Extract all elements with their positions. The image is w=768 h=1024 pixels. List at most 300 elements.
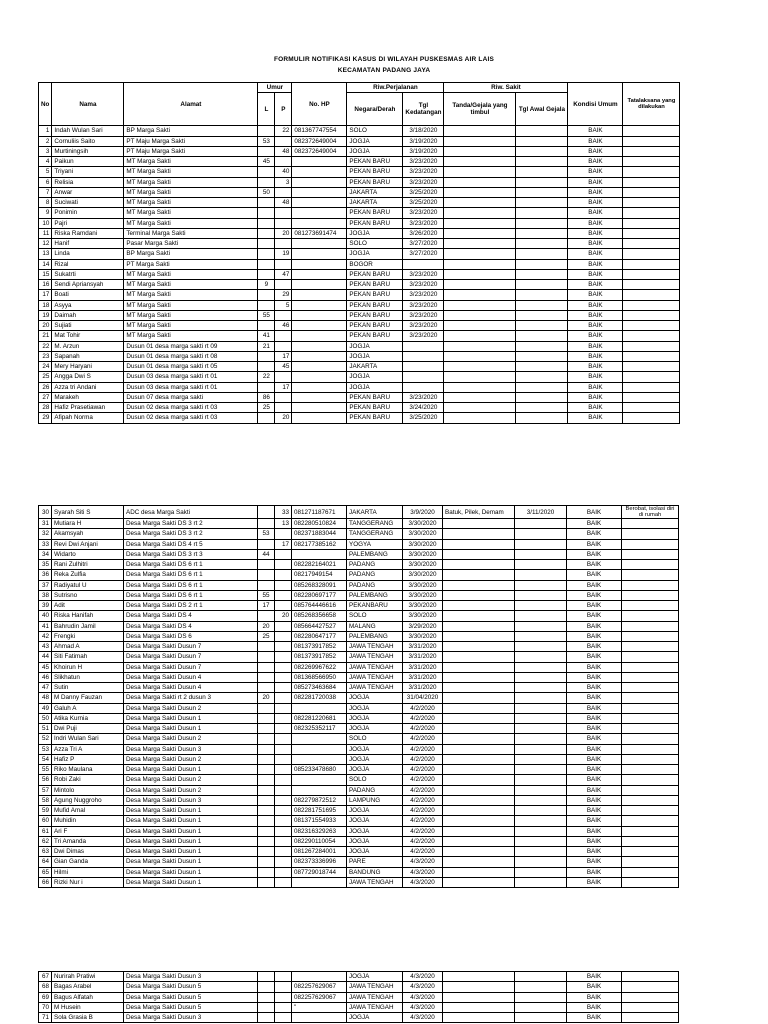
cell-gejala	[444, 403, 516, 413]
cell-umur-p: 22	[275, 126, 292, 136]
cell-umur-l	[258, 703, 275, 713]
cell-nama: Mery Haryani	[52, 362, 124, 372]
cell-umur-l	[258, 992, 275, 1002]
table-row	[39, 218, 680, 228]
cell-umur-p	[275, 580, 292, 590]
cell-umur-p	[275, 857, 292, 867]
cell-umur-p	[275, 662, 292, 672]
table-row	[39, 362, 680, 372]
cell-umur-p	[275, 631, 292, 641]
cell-tgl-kedatangan: 3/18/2020	[403, 126, 444, 136]
form-subtitle: KECAMATAN PADANG JAYA	[337, 67, 431, 74]
cell-kondisi: BAIK	[567, 590, 622, 600]
table-row	[39, 662, 679, 672]
cell-umur-l	[258, 806, 275, 816]
cell-no-hp: 081367747554	[292, 126, 347, 136]
cell-nama: M Danny Fauzan	[52, 693, 124, 703]
cell-alamat: PT Maju Marga Sakti	[124, 146, 258, 156]
cell-kondisi: BAIK	[568, 392, 623, 402]
cell-gejala	[444, 413, 516, 423]
cell-alamat: PT Marga Sakti	[124, 259, 258, 269]
cell-nama: Robi Zaki	[52, 775, 124, 785]
cell-gejala	[444, 177, 516, 187]
cell-no: 49	[39, 703, 52, 713]
cell-tatalaksana	[623, 331, 680, 341]
cell-gejala	[443, 992, 515, 1002]
cell-no: 43	[39, 642, 52, 652]
notification-table-part-1	[38, 82, 680, 424]
cell-tgl-awal	[515, 703, 567, 713]
cell-tgl-awal	[515, 662, 567, 672]
cell-umur-p	[275, 713, 292, 723]
cell-tgl-awal	[515, 775, 567, 785]
cell-tatalaksana	[623, 269, 680, 279]
cell-negara: PEKAN BARU	[347, 218, 403, 228]
cell-no-hp	[292, 341, 347, 351]
header-umur: Umur	[258, 83, 292, 93]
cell-tgl-awal	[515, 836, 567, 846]
cell-nama: Revi Dwi Anjani	[52, 539, 124, 549]
cell-no-hp: 085764446616	[292, 601, 347, 611]
cell-negara: JAWA TENGAH	[347, 877, 403, 887]
cell-umur-l	[258, 413, 275, 423]
cell-umur-p	[275, 826, 292, 836]
cell-alamat: Desa Marga Sakti Dusun 5	[124, 1002, 258, 1012]
cell-tatalaksana	[622, 754, 679, 764]
cell-umur-p: 20	[275, 611, 292, 621]
header-tgl-kedatangan: Tgl Kedatangan	[403, 93, 444, 126]
cell-tgl-kedatangan: 4/2/2020	[403, 744, 443, 754]
cell-umur-l	[258, 259, 275, 269]
notification-table-part-3	[38, 971, 679, 1023]
cell-no: 20	[39, 321, 52, 331]
cell-alamat: Desa Marga Sakti Dusun 1	[124, 877, 258, 887]
cell-umur-l	[258, 662, 275, 672]
cell-umur-l	[258, 506, 275, 519]
table-row	[39, 506, 679, 519]
cell-negara: JOGJA	[347, 724, 403, 734]
cell-no: 11	[39, 228, 52, 238]
cell-negara: JOGJA	[347, 249, 403, 259]
cell-umur-p	[275, 259, 292, 269]
cell-no: 48	[39, 693, 52, 703]
cell-umur-p	[275, 795, 292, 805]
cell-kondisi: BAIK	[568, 280, 623, 290]
cell-no-hp: 082280647177	[292, 631, 347, 641]
table-row	[39, 992, 679, 1002]
cell-nama: Riska Ramdani	[52, 228, 124, 238]
cell-gejala	[444, 351, 516, 361]
cell-kondisi: BAIK	[567, 703, 622, 713]
table-row	[39, 372, 680, 382]
cell-negara: PADANG	[347, 580, 403, 590]
cell-tgl-awal	[516, 259, 568, 269]
cell-tatalaksana	[623, 167, 680, 177]
cell-gejala	[443, 877, 515, 887]
cell-no: 61	[39, 826, 52, 836]
table-row	[39, 590, 679, 600]
cell-kondisi: BAIK	[567, 693, 622, 703]
cell-umur-l	[258, 857, 275, 867]
cell-no-hp	[292, 177, 347, 187]
cell-kondisi: BAIK	[567, 724, 622, 734]
cell-nama: Murtiningsih	[52, 146, 124, 156]
cell-tgl-awal	[515, 1013, 567, 1023]
cell-gejala	[443, 847, 515, 857]
table-row	[39, 785, 679, 795]
cell-tgl-awal	[515, 683, 567, 693]
table-row	[39, 621, 679, 631]
cell-no: 64	[39, 857, 52, 867]
cell-tatalaksana	[622, 816, 679, 826]
cell-alamat: Desa Marga Sakti Dusun 2	[124, 754, 258, 764]
cell-umur-l	[258, 290, 275, 300]
cell-tgl-awal	[516, 198, 568, 208]
cell-nama: Sola Grasia B	[52, 1013, 124, 1023]
cell-tgl-kedatangan: 3/23/2020	[403, 167, 444, 177]
header-gejala: Tanda/Gejala yang timbul	[444, 93, 516, 126]
cell-tgl-awal	[515, 693, 567, 703]
cell-no-hp: 082177385162	[292, 539, 347, 549]
cell-no: 54	[39, 754, 52, 764]
cell-tgl-kedatangan: 3/24/2020	[403, 403, 444, 413]
cell-tgl-awal	[516, 382, 568, 392]
cell-umur-p: 17	[275, 382, 292, 392]
cell-tgl-awal	[515, 611, 567, 621]
cell-tgl-awal	[516, 362, 568, 372]
cell-nama: Cornuliis Saito	[52, 136, 124, 146]
cell-tatalaksana	[623, 362, 680, 372]
cell-no: 53	[39, 744, 52, 754]
cell-umur-p	[275, 724, 292, 734]
cell-umur-l	[258, 795, 275, 805]
cell-negara: JOGJA	[347, 744, 403, 754]
cell-tgl-kedatangan: 4/3/2020	[403, 877, 443, 887]
table-row	[39, 806, 679, 816]
cell-umur-l: 45	[258, 157, 275, 167]
cell-no: 36	[39, 570, 52, 580]
cell-nama: Khoirun H	[52, 662, 124, 672]
cell-umur-p	[275, 529, 292, 539]
cell-nama: Mutiara H	[52, 519, 124, 529]
cell-tgl-awal	[515, 560, 567, 570]
cell-tgl-awal	[515, 724, 567, 734]
cell-alamat: MT Marga Sakti	[124, 187, 258, 197]
cell-tgl-awal	[516, 157, 568, 167]
cell-umur-p	[275, 157, 292, 167]
cell-tatalaksana	[622, 734, 679, 744]
cell-kondisi: BAIK	[568, 218, 623, 228]
cell-tgl-awal	[515, 631, 567, 641]
cell-no: 41	[39, 621, 52, 631]
cell-tatalaksana	[623, 208, 680, 218]
cell-kondisi: BAIK	[567, 992, 622, 1002]
cell-umur-p	[275, 847, 292, 857]
cell-no: 55	[39, 765, 52, 775]
cell-nama: Frengki	[52, 631, 124, 641]
cell-tgl-awal: 3/11/2020	[515, 506, 567, 519]
cell-tatalaksana	[622, 611, 679, 621]
cell-no-hp	[292, 310, 347, 320]
table-row	[39, 228, 680, 238]
cell-kondisi: BAIK	[567, 549, 622, 559]
cell-negara: PADANG	[347, 570, 403, 580]
cell-tatalaksana	[622, 590, 679, 600]
cell-alamat: MT Marga Sakti	[124, 321, 258, 331]
cell-negara: JAKARTA	[347, 362, 403, 372]
cell-tgl-kedatangan: 4/3/2020	[403, 982, 443, 992]
cell-no-hp	[292, 972, 347, 982]
cell-tgl-awal	[516, 177, 568, 187]
cell-tgl-awal	[515, 601, 567, 611]
cell-tgl-awal	[516, 208, 568, 218]
cell-umur-l	[258, 972, 275, 982]
cell-no-hp: 082257629067	[292, 982, 347, 992]
cell-gejala	[443, 621, 515, 631]
table-row	[39, 177, 680, 187]
cell-tatalaksana	[622, 519, 679, 529]
cell-tgl-awal	[516, 310, 568, 320]
cell-umur-p	[275, 136, 292, 146]
header-tatalaksana: Tatalaksana yang dilakukan	[623, 83, 680, 126]
cell-alamat: Dusun 03 desa marga sakti rt 01	[124, 382, 258, 392]
cell-gejala	[443, 754, 515, 764]
form-title: FORMULIR NOTIFIKASI KASUS DI WILAYAH PUSKESMAS AIR LAIS	[273, 56, 495, 63]
cell-gejala	[443, 867, 515, 877]
cell-no: 45	[39, 662, 52, 672]
cell-tgl-kedatangan: 4/2/2020	[403, 795, 443, 805]
header-nama: Nama	[52, 83, 124, 126]
cell-nama: Relisia	[52, 177, 124, 187]
table-row	[39, 642, 679, 652]
cell-nama: Mintolo	[52, 785, 124, 795]
cell-umur-p	[275, 775, 292, 785]
cell-no: 19	[39, 310, 52, 320]
cell-umur-l	[258, 683, 275, 693]
cell-umur-p	[275, 392, 292, 402]
cell-no: 4	[39, 157, 52, 167]
cell-no-hp: 082280510824	[292, 519, 347, 529]
cell-no: 27	[39, 392, 52, 402]
cell-no: 40	[39, 611, 52, 621]
cell-nama: Adit	[52, 601, 124, 611]
cell-tatalaksana	[622, 992, 679, 1002]
cell-tgl-kedatangan: 4/2/2020	[403, 734, 443, 744]
cell-kondisi: BAIK	[567, 506, 622, 519]
table-row	[39, 703, 679, 713]
cell-nama: Rani Zulhitri	[52, 560, 124, 570]
cell-no-hp: 081373917852	[292, 652, 347, 662]
cell-no: 63	[39, 847, 52, 857]
header-riw-perjalanan: Riw.Perjalanan	[347, 83, 444, 93]
cell-tgl-awal	[516, 249, 568, 259]
table-row	[39, 239, 680, 249]
cell-umur-p: 48	[275, 198, 292, 208]
cell-no-hp	[292, 187, 347, 197]
table-row	[39, 187, 680, 197]
cell-tatalaksana	[622, 775, 679, 785]
cell-negara: JOGJA	[347, 146, 403, 156]
cell-kondisi: BAIK	[568, 382, 623, 392]
cell-alamat: Desa Marga Sakti DS 3 rt 2	[124, 529, 258, 539]
table-row	[39, 539, 679, 549]
cell-umur-p: 20	[275, 413, 292, 423]
cell-kondisi: BAIK	[567, 754, 622, 764]
cell-nama: M Husein	[52, 1002, 124, 1012]
table-row	[39, 877, 679, 887]
cell-alamat: Desa Marga Sakti Dusun 3	[124, 795, 258, 805]
cell-umur-l: 41	[258, 331, 275, 341]
cell-gejala	[443, 1013, 515, 1023]
cell-kondisi: BAIK	[568, 310, 623, 320]
cell-no: 52	[39, 734, 52, 744]
cell-umur-l: 44	[258, 549, 275, 559]
cell-umur-l: 22	[258, 372, 275, 382]
cell-tgl-kedatangan: 3/31/2020	[403, 662, 443, 672]
cell-no: 26	[39, 382, 52, 392]
cell-tgl-kedatangan: 3/31/2020	[403, 652, 443, 662]
cell-kondisi: BAIK	[568, 341, 623, 351]
cell-nama: Agung Nuggroho	[52, 795, 124, 805]
cell-umur-p: 45	[275, 362, 292, 372]
cell-umur-p	[275, 836, 292, 846]
cell-no: 69	[39, 992, 52, 1002]
cell-umur-l	[258, 867, 275, 877]
cell-tgl-kedatangan: 4/2/2020	[403, 724, 443, 734]
cell-umur-p	[275, 1013, 292, 1023]
cell-tatalaksana	[622, 867, 679, 877]
cell-tgl-awal	[516, 341, 568, 351]
table-body-1	[39, 126, 680, 423]
cell-gejala	[444, 167, 516, 177]
cell-nama: Syarah Siti S	[52, 506, 124, 519]
cell-nama: Mat Tohir	[52, 331, 124, 341]
cell-kondisi: BAIK	[568, 177, 623, 187]
header-kondisi: Kondisi Umum	[568, 83, 623, 126]
cell-umur-p	[275, 972, 292, 982]
cell-gejala	[443, 785, 515, 795]
cell-umur-p	[275, 560, 292, 570]
cell-alamat: Desa Marga Sakti Dusun 1	[124, 816, 258, 826]
cell-nama: Radiyatul U	[52, 580, 124, 590]
cell-tgl-kedatangan: 4/2/2020	[403, 754, 443, 764]
cell-no: 47	[39, 683, 52, 693]
cell-alamat: MT Marga Sakti	[124, 310, 258, 320]
cell-tgl-kedatangan: 3/25/2020	[403, 198, 444, 208]
cell-no: 14	[39, 259, 52, 269]
cell-tgl-awal	[515, 806, 567, 816]
cell-gejala	[444, 300, 516, 310]
cell-umur-l	[258, 382, 275, 392]
cell-negara: PEKAN BARU	[347, 392, 403, 402]
cell-tgl-awal	[515, 765, 567, 775]
cell-tatalaksana	[623, 310, 680, 320]
cell-negara: JAWA TENGAH	[347, 652, 403, 662]
cell-tatalaksana	[623, 218, 680, 228]
table-row	[39, 652, 679, 662]
cell-nama: Siti Fatimah	[52, 652, 124, 662]
cell-nama: Riko Maulana	[52, 765, 124, 775]
cell-tatalaksana	[622, 713, 679, 723]
cell-tatalaksana	[623, 146, 680, 156]
cell-umur-p	[275, 570, 292, 580]
cell-tgl-kedatangan: 3/23/2020	[403, 218, 444, 228]
cell-umur-l: 25	[258, 631, 275, 641]
cell-negara: LAMPUNG	[347, 795, 403, 805]
cell-tatalaksana	[622, 836, 679, 846]
cell-tgl-kedatangan: 3/30/2020	[403, 539, 443, 549]
cell-no-hp: 082371883044	[292, 529, 347, 539]
cell-tatalaksana	[623, 280, 680, 290]
cell-alamat: Desa Marga Sakti DS 4	[124, 611, 258, 621]
cell-alamat: Pasar Marga Sakti	[124, 239, 258, 249]
cell-gejala	[443, 590, 515, 600]
cell-kondisi: BAIK	[568, 259, 623, 269]
cell-tatalaksana	[622, 539, 679, 549]
cell-kondisi: BAIK	[568, 403, 623, 413]
cell-tgl-kedatangan: 3/30/2020	[403, 580, 443, 590]
cell-alamat: Desa Marga Sakti Dusun 7	[124, 652, 258, 662]
table-row	[39, 816, 679, 826]
cell-negara: JOGJA	[347, 836, 403, 846]
cell-no: 50	[39, 713, 52, 723]
cell-tgl-kedatangan: 4/3/2020	[403, 1002, 443, 1012]
cell-tgl-kedatangan: 3/30/2020	[403, 601, 443, 611]
cell-umur-l: 55	[258, 590, 275, 600]
cell-tgl-awal	[516, 239, 568, 249]
cell-nama: Sujiati	[52, 321, 124, 331]
cell-tatalaksana	[622, 621, 679, 631]
table-row	[39, 683, 679, 693]
cell-umur-l	[258, 652, 275, 662]
cell-tgl-kedatangan: 4/2/2020	[403, 806, 443, 816]
table-row	[39, 693, 679, 703]
cell-tgl-kedatangan: 4/2/2020	[403, 765, 443, 775]
cell-kondisi: BAIK	[567, 734, 622, 744]
cell-tgl-awal	[515, 539, 567, 549]
header-no: No	[39, 83, 52, 126]
cell-no-hp: "	[292, 1002, 347, 1012]
cell-gejala	[444, 362, 516, 372]
cell-umur-l	[258, 198, 275, 208]
cell-alamat: MT Marga Sakti	[124, 269, 258, 279]
cell-kondisi: BAIK	[568, 331, 623, 341]
table-row	[39, 269, 680, 279]
cell-tatalaksana	[622, 693, 679, 703]
cell-umur-p: 40	[275, 167, 292, 177]
cell-kondisi: BAIK	[567, 601, 622, 611]
cell-alamat: Desa Marga Sakti Dusun 7	[124, 662, 258, 672]
cell-no-hp: 082281220681	[292, 713, 347, 723]
cell-alamat: BP Marga Sakti	[124, 126, 258, 136]
cell-kondisi: BAIK	[567, 826, 622, 836]
table-row	[39, 351, 680, 361]
cell-no: 5	[39, 167, 52, 177]
cell-tatalaksana	[623, 392, 680, 402]
cell-tatalaksana	[623, 198, 680, 208]
cell-umur-l: 20	[258, 621, 275, 631]
cell-nama: Dwi Puji	[52, 724, 124, 734]
cell-nama: Gian Ganda	[52, 857, 124, 867]
cell-no: 9	[39, 208, 52, 218]
cell-nama: Reka Zulfia	[52, 570, 124, 580]
cell-umur-l	[258, 362, 275, 372]
table-row	[39, 631, 679, 641]
cell-tatalaksana	[622, 631, 679, 641]
cell-tatalaksana	[622, 662, 679, 672]
cell-alamat: Dusun 02 desa marga sakti rt 03	[124, 403, 258, 413]
cell-gejala	[443, 972, 515, 982]
